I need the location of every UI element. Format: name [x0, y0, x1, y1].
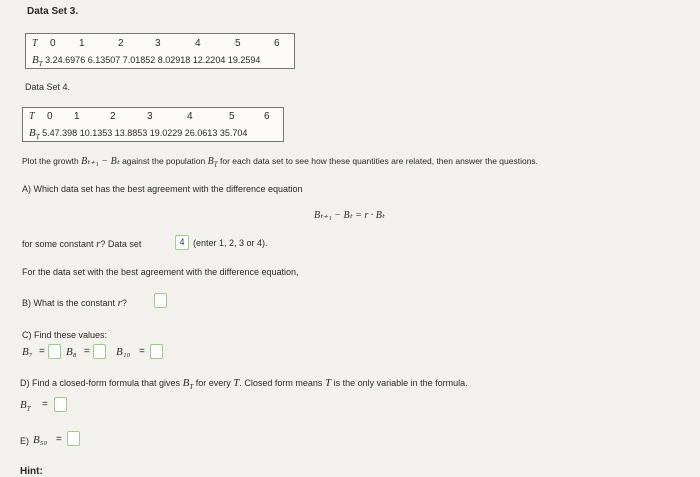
constant-r: r — [96, 238, 101, 250]
b7-input[interactable] — [48, 344, 61, 359]
dataset3-row-label: B — [32, 54, 39, 66]
b8-label: B₈ — [66, 346, 77, 358]
bt-formula-B: B — [20, 399, 27, 411]
question-d-BT-sub: T — [189, 382, 194, 391]
dataset4-header-row — [29, 111, 284, 125]
difference-equation: Bₜ₊₁ − Bₜ = r · Bₜ — [314, 210, 385, 221]
dataset4-row-label: B — [29, 127, 36, 139]
dataset3-header-2: 2 — [118, 38, 124, 49]
dataset3-title: Data Set 3. — [27, 6, 79, 17]
dataset3-header-3: 3 — [155, 38, 161, 49]
question-c: C) Find these values: — [22, 330, 108, 340]
dataset3-row-values: 3.24.6976 6.13507 7.01852 8.02918 12.2204 19.2594 — [45, 55, 261, 65]
question-d — [20, 377, 468, 391]
question-d-T: T — [233, 377, 240, 389]
constant-pre: for some constant — [22, 239, 94, 249]
dataset-answer-input[interactable]: 4 — [175, 235, 189, 250]
question-d-T2: T — [324, 377, 332, 389]
dataset3-header-row — [32, 38, 292, 52]
dataset4-header-4: 4 — [187, 111, 193, 122]
dataset4-header-T: T — [29, 111, 35, 122]
dataset4-values-row — [29, 127, 247, 141]
dataset4-header-6: 6 — [264, 111, 270, 122]
bt-formula-eq: = — [42, 399, 48, 410]
population-BT: B — [207, 156, 214, 167]
dataset3-header-0: 0 — [50, 38, 56, 49]
constant-post: (enter 1, 2, 3 or 4). — [193, 238, 268, 248]
dataset4-title: Data Set 4. — [25, 82, 71, 92]
question-e: E) — [20, 436, 29, 446]
question-d-BT: B — [182, 377, 190, 389]
dataset4-table — [22, 107, 284, 142]
dataset4-header-1: 1 — [74, 111, 80, 122]
question-b-r: r — [117, 297, 122, 309]
b10-input[interactable] — [150, 344, 163, 359]
plot-mid: against the population — [122, 156, 206, 166]
population-sub: T — [213, 160, 218, 169]
growth-expr: Bₜ₊₁ − Bₜ — [81, 156, 120, 167]
question-d-mid2: . Closed form means — [239, 378, 323, 388]
b8-eq: = — [84, 346, 90, 357]
dataset3-header-T: T — [32, 38, 38, 49]
dataset4-row-values: 5.47.398 10.1353 13.8853 19.0229 26.0613 35.704 — [42, 128, 248, 138]
dataset4-row-sub: T — [35, 132, 40, 141]
dataset3-table — [25, 33, 295, 69]
dataset3-header-1: 1 — [79, 38, 85, 49]
b10-eq: = — [139, 346, 145, 357]
b50-label: B₅₀ — [33, 434, 48, 446]
bt-formula-label — [20, 399, 31, 413]
bt-formula-sub: T — [26, 405, 31, 414]
dataset4-header-2: 2 — [110, 111, 116, 122]
dataset3-header-4: 4 — [195, 38, 201, 49]
plot-instruction — [22, 156, 538, 169]
question-d-post: is the only variable in the formula. — [333, 378, 468, 388]
constant-mid: ? Data set — [100, 239, 142, 249]
dataset4-header-5: 5 — [229, 111, 235, 122]
dataset4-header-3: 3 — [147, 111, 153, 122]
b50-input[interactable] — [67, 431, 80, 446]
plot-pre: Plot the growth — [22, 156, 79, 166]
question-a: A) Which data set has the best agreement with the difference equation — [22, 184, 303, 194]
b8-input[interactable] — [93, 344, 106, 359]
question-d-pre: D) Find a closed-form formula that gives — [20, 378, 181, 388]
constant-line — [22, 238, 141, 250]
b10-label: B₁₀ — [116, 346, 131, 358]
b7-label: B₇ — [22, 346, 33, 358]
constant-r-input[interactable] — [154, 293, 167, 308]
plot-post: for each data set to see how these quantities are related, then answer the questions. — [220, 156, 539, 166]
hint-label: Hint: — [20, 466, 43, 477]
question-d-mid: for every — [195, 378, 231, 388]
question-b-label: B) What is the constant — [22, 298, 116, 308]
dataset3-row-sub: T — [38, 59, 43, 68]
best-agreement-text: For the data set with the best agreement with the difference equation, — [22, 267, 299, 277]
bt-formula-input[interactable] — [54, 397, 67, 412]
dataset4-header-0: 0 — [47, 111, 53, 122]
dataset3-header-6: 6 — [274, 38, 280, 49]
b50-eq: = — [56, 434, 62, 445]
dataset3-header-5: 5 — [235, 38, 241, 49]
question-b: B) What is the constant r? — [22, 297, 127, 309]
dataset3-values-row — [32, 54, 260, 68]
b7-eq: = — [39, 346, 45, 357]
